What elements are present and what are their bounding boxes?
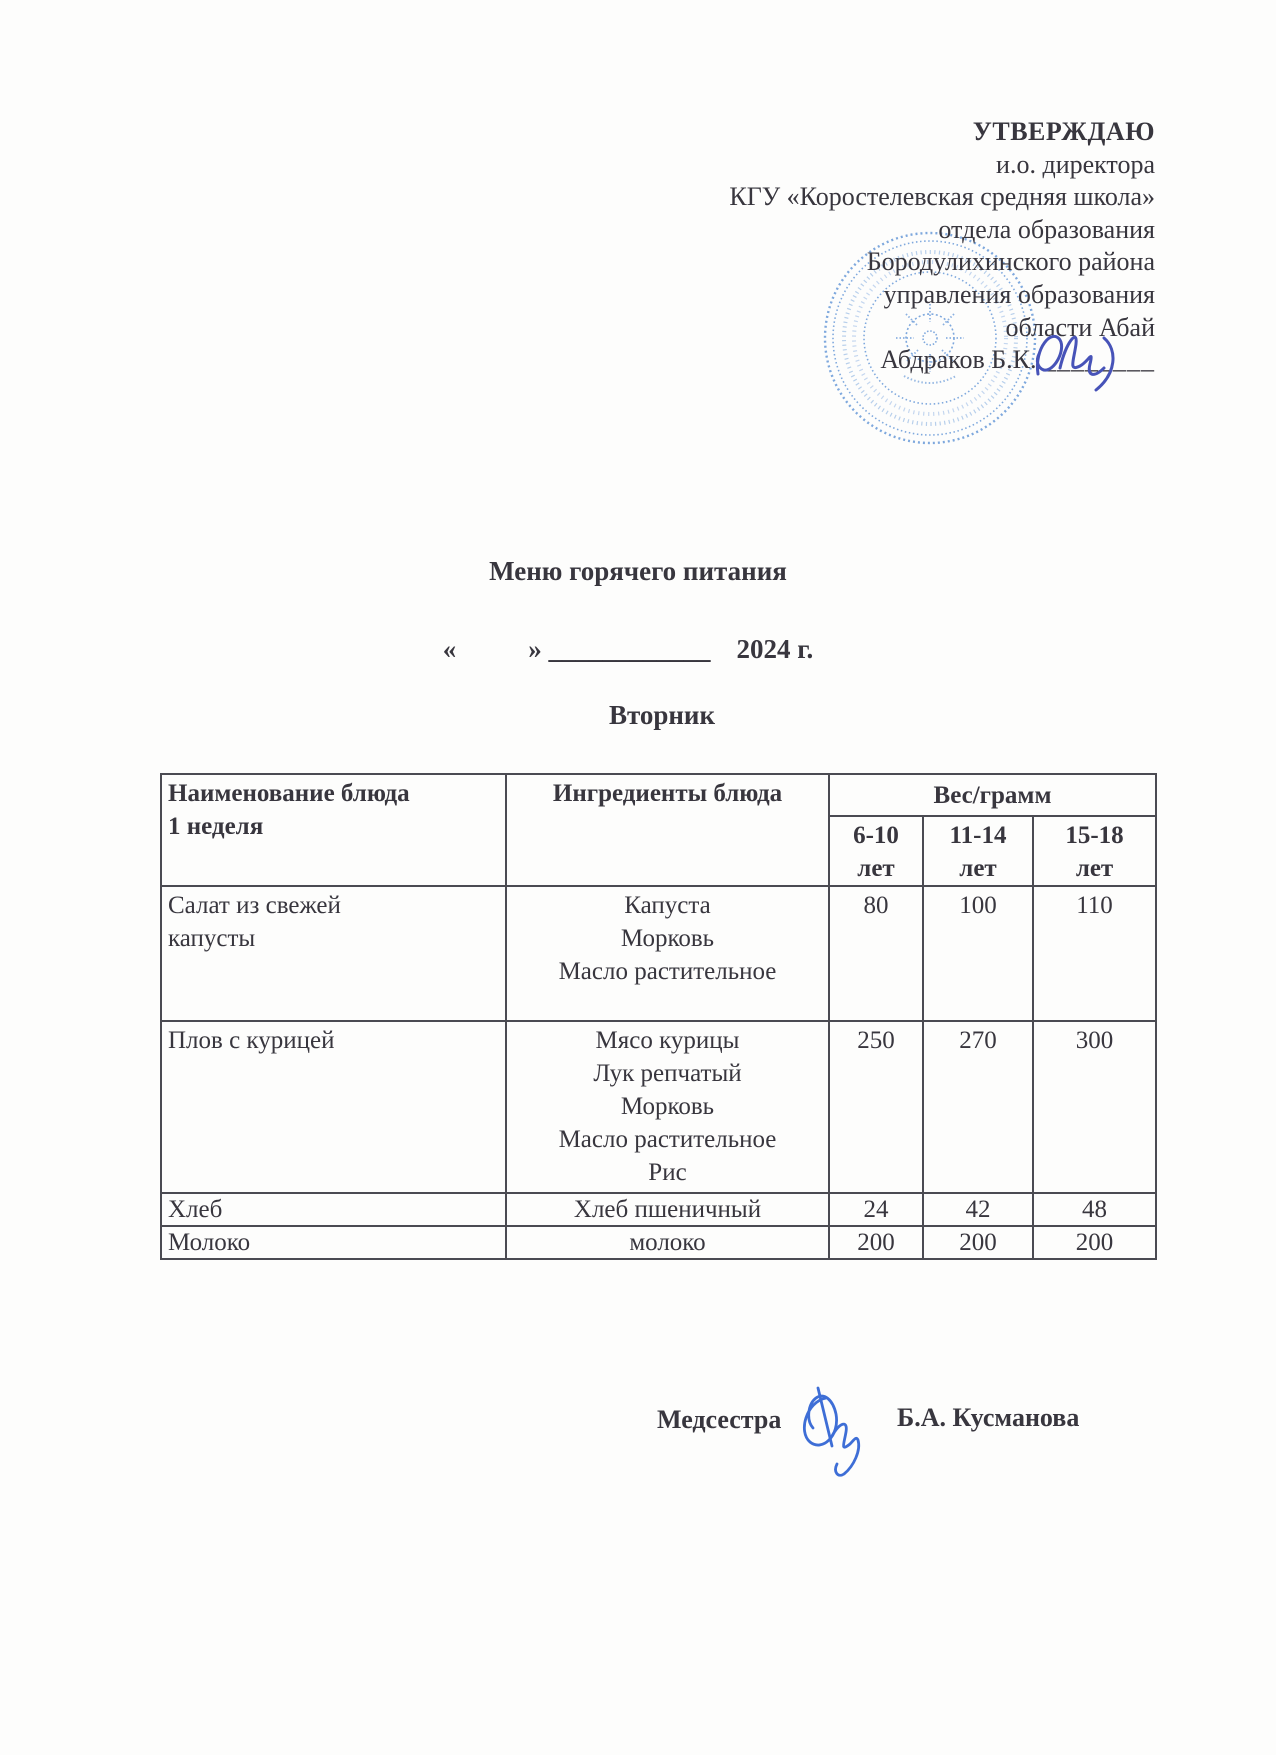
age-group-header-line: лет [857,855,895,882]
date-blank-line: ____________ [548,634,711,664]
age-group-header-line: лет [1075,855,1114,882]
ingredient-line: Масло растительное [558,1126,777,1153]
age-group-header-line: 6-10 [853,822,899,849]
signer-name: Абдраков Б.К. [880,345,1037,375]
weight-cell: 200 [923,1226,1033,1259]
table-row [161,1226,1156,1259]
close-quote: » [528,634,542,664]
col-header-weight: Вес/грамм [829,774,1156,816]
dish-line: Хлеб [168,1196,223,1223]
dish-cell [161,1021,506,1193]
ingredient-line: Лук репчатый [593,1060,742,1087]
ingredient-line: Мясо курицы [595,1027,740,1054]
approval-line: отдела образования [938,214,1155,244]
approval-line: управления образования [883,279,1155,309]
weight-cell: 300 [1033,1021,1156,1193]
age-group-header [1033,816,1156,886]
menu-table [160,773,1157,1260]
weight-cell: 100 [923,886,1033,1021]
approval-line: Бородулихинского района [866,247,1155,277]
footer-signer-name: Б.А. Кусманова [897,1403,1080,1432]
approval-block [729,116,1155,377]
signer-line [729,344,1155,377]
signature-blank-line: ________ [1043,345,1155,375]
dish-cell [161,1193,506,1226]
approval-lines [729,116,1155,344]
approval-line: и.о. директора [996,149,1155,179]
weight-cell: 270 [923,1021,1033,1193]
col-header-dish [161,774,506,886]
footer-role-label: Медсестра [657,1405,782,1434]
age-group-header [829,816,923,886]
ingredient-line: Морковь [620,1093,715,1120]
approval-line: КГУ «Коростелевская средняя школа» [729,182,1155,212]
ingredients-cell [506,886,829,1021]
age-group-header-line: лет [959,855,997,882]
menu-title: Меню горячего питания [489,556,787,586]
weight-cell: 80 [829,886,923,1021]
ingredient-line: Масло растительное [558,958,777,985]
ingredient-line: Капуста [624,892,711,919]
dish-cell [161,1226,506,1259]
col-header-dish-line: Наименование блюда [168,780,410,807]
weight-cell: 250 [829,1021,923,1193]
open-quote: « [442,634,457,664]
ingredients-cell [506,1021,829,1193]
approval-line: области Абай [1005,312,1155,342]
date-line [0,634,1266,665]
col-header-ingredients: Ингредиенты блюда [506,774,829,886]
table-row [161,886,1156,1021]
ingredient-line: Рис [648,1159,687,1186]
weight-cell: 200 [1033,1226,1156,1259]
weight-cell: 110 [1033,886,1156,1021]
dish-line: капусты [168,925,256,952]
age-group-header [923,816,1033,886]
weight-cell: 42 [923,1193,1033,1226]
approval-line: УТВЕРЖДАЮ [972,117,1155,146]
weight-cell: 200 [829,1226,923,1259]
dish-line: Плов с курицей [168,1027,335,1054]
dish-cell [161,886,506,1021]
dish-line: Молоко [168,1229,251,1256]
weight-cell: 24 [829,1193,923,1226]
ingredient-line: Морковь [620,925,715,952]
ingredients-cell [506,1226,829,1259]
col-header-dish-line: 1 неделя [168,813,264,840]
weight-cell: 48 [1033,1193,1156,1226]
nurse-signature [786,1378,896,1482]
table-row [161,1021,1156,1193]
age-group-header-line: 11-14 [949,822,1007,849]
day-title: Вторник [608,700,716,730]
dish-line: Салат из свежей [168,892,341,919]
ingredient-line: молоко [629,1229,706,1256]
ingredients-cell [506,1193,829,1226]
ingredient-line: Хлеб пшеничный [573,1196,762,1223]
table-row [161,1193,1156,1226]
age-group-header-line: 15-18 [1065,822,1124,849]
year-label: 2024 г. [736,634,814,664]
